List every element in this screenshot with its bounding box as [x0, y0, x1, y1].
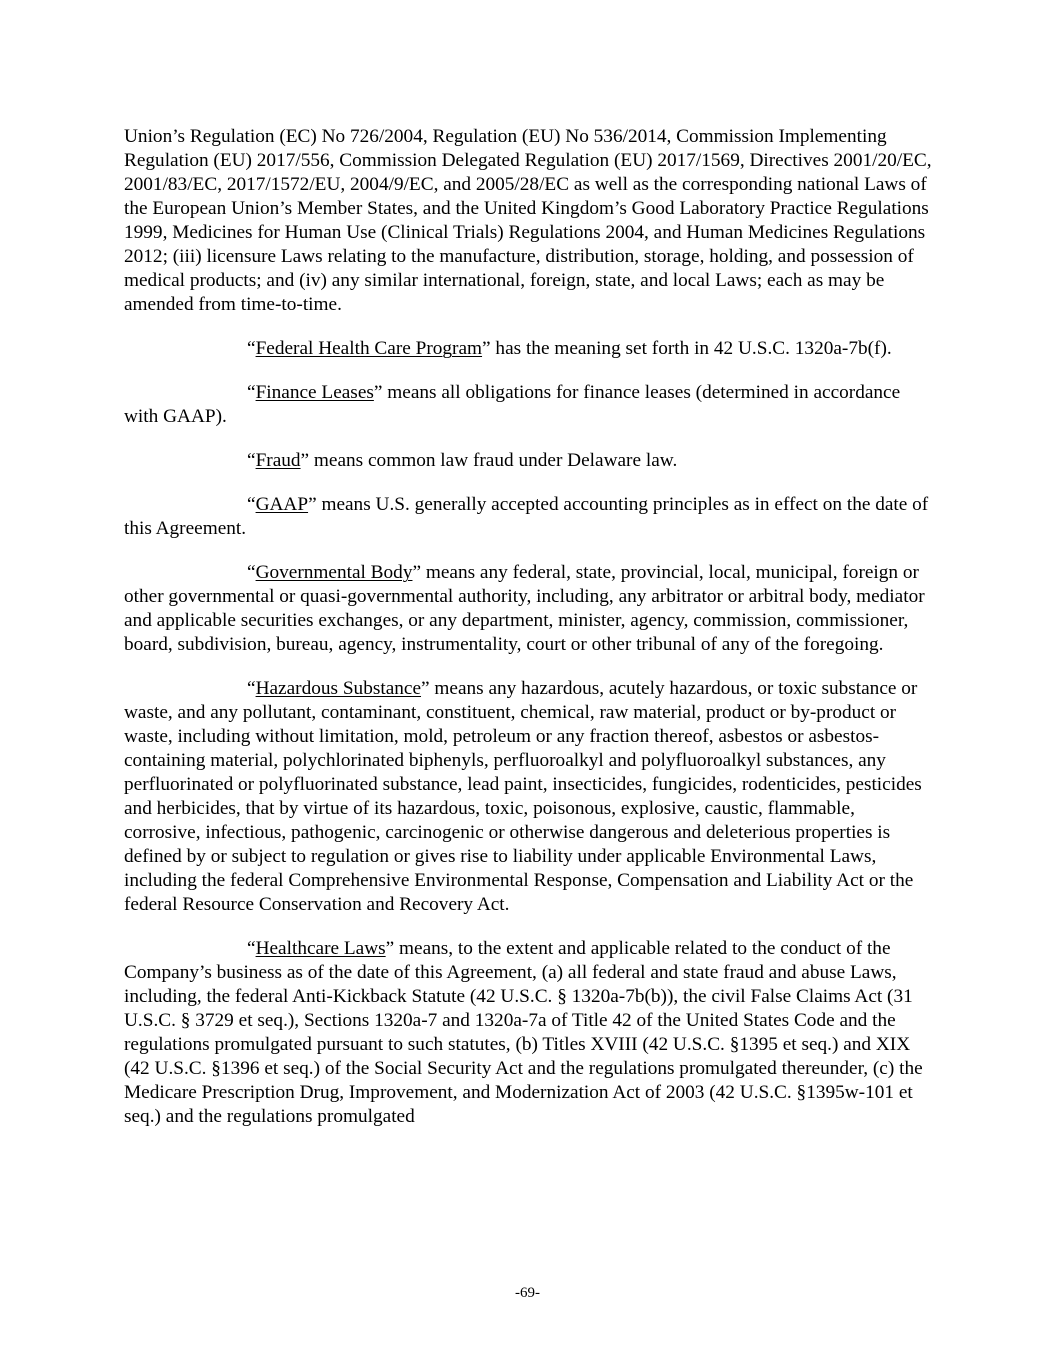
- defined-term: Governmental Body: [255, 562, 413, 583]
- definition-text: ” means any hazardous, acutely hazardous, or toxic substance or waste, and any pollutant, contaminant, constituent, chemical, raw material, product or by-product or waste, including without limitation, mold, petroleum or any fraction thereof, asbestos or asbestos-containing material, polychlorinated biphenyls, perfluoroalkyl and polyfluoroalkyl substances, any perfluorinated or polyfluorinated substance, lead paint, insecticides, fungicides, rodenticides, pesticides and herbicides, that by virtue of its hazardous, toxic, poisonous, explosive, caustic, flammable, corrosive, infectious, pathogenic, carcinogenic or otherwise dangerous and deleterious properties is defined by or subject to regulation or gives rise to liability under applicable Environmental Laws, including the federal Comprehensive Environmental Response, Compensation and Liability Act or the federal Resource Conservation and Recovery Act.: [124, 678, 922, 915]
- page-number: -69-: [515, 1285, 540, 1301]
- definition-fraud: [124, 449, 934, 473]
- defined-term: GAAP: [255, 494, 309, 515]
- open-quote: “: [247, 938, 256, 959]
- defined-term: Fraud: [255, 450, 301, 471]
- definition-hazardous-substance: [124, 677, 934, 917]
- defined-term: Federal Health Care Program: [255, 338, 483, 359]
- definition-healthcare-laws: [124, 937, 934, 1129]
- definition-federal-health-care-program: [124, 337, 934, 361]
- definition-text: ” means any federal, state, provincial, local, municipal, foreign or other governmental or quasi-governmental authority, including, any arbitrator or arbitral body, mediator and applicable securities exchanges, or any department, minister, agency, commission, commissioner, board, subdivision, bureau, agency, instrumentality, court or other tribunal of any of the foregoing.: [124, 562, 925, 655]
- open-quote: “: [247, 338, 256, 359]
- open-quote: “: [247, 494, 256, 515]
- definition-text: ” means all obligations for finance leases (determined in accordance with GAAP).: [124, 382, 901, 427]
- defined-term: Finance Leases: [255, 382, 374, 403]
- definition-text: ” means common law fraud under Delaware law.: [300, 450, 678, 471]
- definition-text: ” means U.S. generally accepted accounting principles as in effect on the date of this Agreement.: [124, 494, 929, 539]
- open-quote: “: [247, 382, 256, 403]
- open-quote: “: [247, 678, 256, 699]
- defined-term: Hazardous Substance: [255, 678, 422, 699]
- definition-text: ” means, to the extent and applicable related to the conduct of the Company’s business as of the date of this Agreement, (a) all federal and state fraud and abuse Laws, including, the federal Anti-Kickback Statute (42 U.S.C. § 1320a-7b(b)), the civil False Claims Act (31 U.S.C. § 3729 et seq.), Sections 1320a-7 and 1320a-7a of Title 42 of the United States Code and the regulations promulgated pursuant to such statutes, (b) Titles XVIII (42 U.S.C. §1395 et seq.) and XIX (42 U.S.C. §1396 et seq.) of the Social Security Act and the regulations promulgated thereunder, (c) the Medicare Prescription Drug, Improvement, and Modernization Act of 2003 (42 U.S.C. §1395w-101 et seq.) and the regulations promulgated: [124, 938, 923, 1127]
- defined-term: Healthcare Laws: [255, 938, 386, 959]
- continuation-paragraph: Union’s Regulation (EC) No 726/2004, Regulation (EU) No 536/2014, Commission Implementing Regulation (EU) 2017/556, Commission Delegated Regulation (EU) 2017/1569, Directives 2001/20/EC, 2001/83/EC, 2017/1572/EU, 2004/9/EC, and 2005/28/EC as well as the corresponding national Laws of the European Union’s Member States, and the United Kingdom’s Good Laboratory Practice Regulations 1999, Medicines for Human Use (Clinical Trials) Regulations 2004, and Human Medicines Regulations 2012; (iii) licensure Laws relating to the manufacture, distribution, storage, holding, and possession of medical products; and (iv) any similar international, foreign, state, and local Laws; each as may be amended from time-to-time.: [124, 126, 932, 315]
- open-quote: “: [247, 562, 256, 583]
- definition-governmental-body: [124, 561, 934, 657]
- definition-finance-leases: [124, 381, 934, 429]
- open-quote: “: [247, 450, 256, 471]
- definition-text: ” has the meaning set forth in 42 U.S.C. 1320a-7b(f).: [482, 338, 892, 359]
- definition-gaap: [124, 493, 934, 541]
- document-body: [124, 125, 934, 1149]
